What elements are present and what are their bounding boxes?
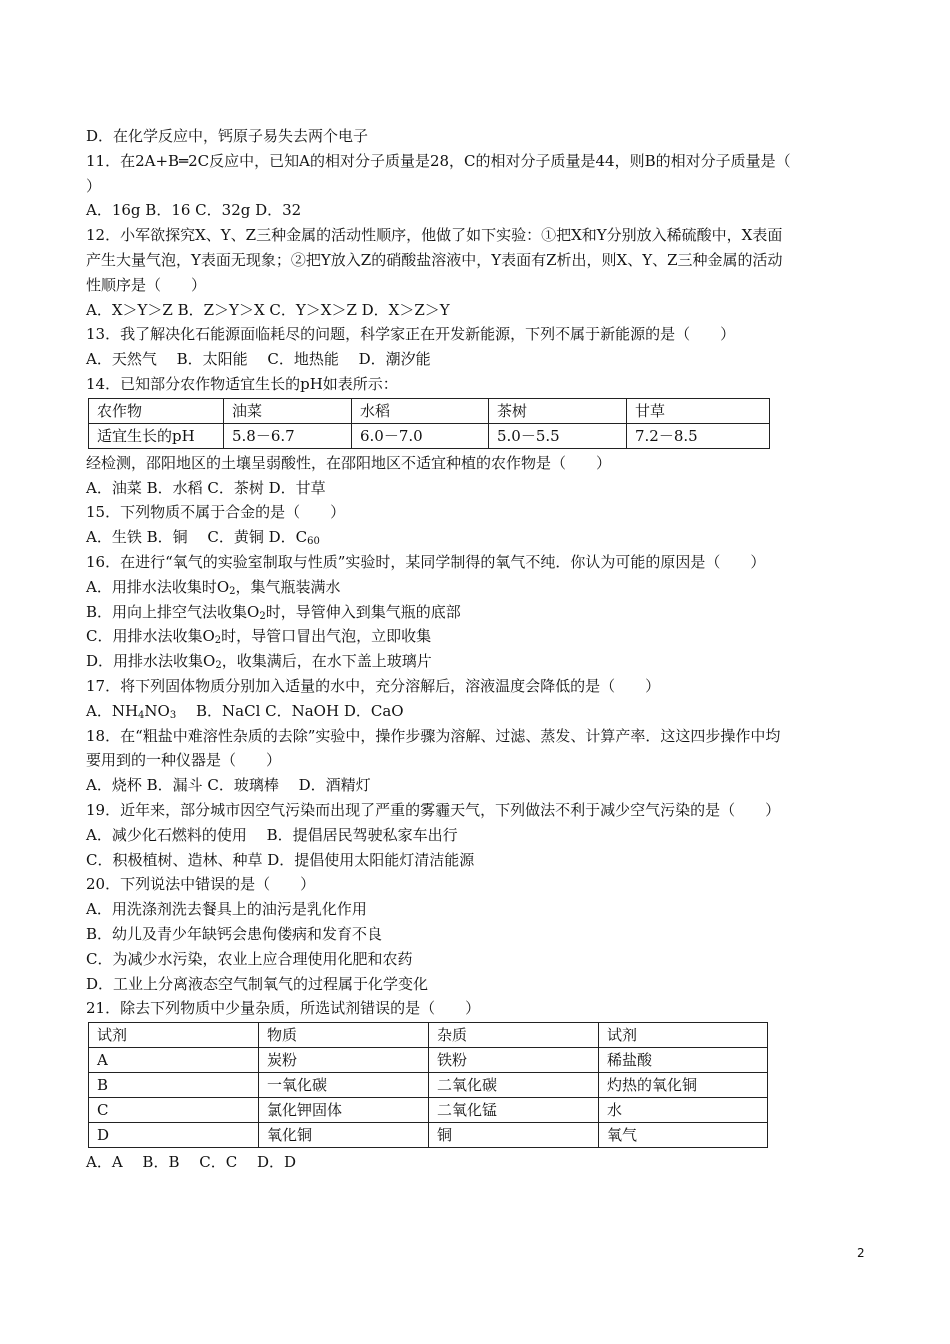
q16-stem: 16．在进行“氧气的实验室制取与性质”实验时，某同学制得的氧气不纯．你认为可能的原因是（ ）: [86, 552, 766, 571]
table-cell: 水: [599, 1098, 768, 1123]
q17-options: A．$NH_4NO_3$ B．NaCl C．NaOH D．CaO: [86, 701, 404, 721]
q12-stem-cont: 产生大量气泡，Y表面无现象；②把Y放入Z的硝酸盐溶液中，Y表面有Z析出，则X、Y、Z三种金属的活动: [86, 250, 783, 269]
table-cell: D: [89, 1123, 259, 1148]
impurity-table: [88, 1022, 768, 1148]
table-cell: 炭粉: [259, 1048, 429, 1073]
q10-option-d: D．在化学反应中，钙原子易失去两个电子: [86, 127, 369, 145]
table-cell: 农作物: [89, 398, 224, 423]
q16-option-b: B．用向上排空气法收集$O_2$时，导管伸入到集气瓶的底部: [86, 602, 461, 622]
table-cell: 试剂: [599, 1023, 768, 1048]
table-cell: 茶树: [489, 398, 627, 423]
q16-option-d: D．用排水法收集$O_2$，收集满后，在水下盖上玻璃片: [86, 652, 432, 672]
table-cell: 氧气: [599, 1123, 768, 1148]
table-cell: 适宜生长的pH: [89, 423, 224, 448]
table-cell: 油菜: [224, 398, 352, 423]
ph-table: [88, 398, 770, 449]
q20-option-c: C．为减少水污染，农业上应合理使用化肥和农药: [86, 949, 413, 968]
table-cell: 铁粉: [429, 1048, 599, 1073]
table-row: [89, 1023, 768, 1048]
q13-stem: 13．我了解决化石能源面临耗尽的问题，科学家正在开发新能源，下列不属于新能源的是（ ）: [86, 325, 736, 344]
q16-option-c: C．用排水法收集$O_2$时，导管口冒出气泡，立即收集: [86, 627, 432, 647]
table-row: [89, 1048, 768, 1073]
table-cell: 物质: [259, 1023, 429, 1048]
q14-options: A．油菜 B．水稻 C．茶树 D．甘草: [86, 478, 326, 497]
table-cell: 铜: [429, 1123, 599, 1148]
q19-options-ab: A．减少化石燃料的使用 B．提倡居民驾驶私家车出行: [86, 825, 458, 844]
table-cell: 二氧化锰: [429, 1098, 599, 1123]
q18-stem: 18．在“粗盐中难溶性杂质的去除”实验中，操作步骤为溶解、过滤、蒸发、计算产率．这这四步操作中均: [86, 726, 781, 745]
q20-option-d: D．工业上分离液态空气制氧气的过程属于化学变化: [86, 974, 429, 993]
q14-question: 经检测，邵阳地区的土壤呈弱酸性，在邵阳地区不适宜种植的农作物是（ ）: [86, 453, 612, 472]
table-cell: 杂质: [429, 1023, 599, 1048]
q17-stem: 17．将下列固体物质分别加入适量的水中，充分溶解后，溶液温度会降低的是（ ）: [86, 676, 661, 695]
table-cell: 试剂: [89, 1023, 259, 1048]
page-number: 2: [857, 1246, 865, 1260]
table-row: [89, 1098, 768, 1123]
table-cell: 6.0－7.0: [352, 423, 489, 448]
table-cell: 一氧化碳: [259, 1073, 429, 1098]
table-row: [89, 423, 770, 448]
q15-options: A．生铁 B．铜 C．黄铜 D．$C_{60}$: [86, 528, 320, 548]
table-row: [89, 398, 770, 423]
q18-stem-cont: 要用到的一种仪器是（ ）: [86, 751, 282, 770]
table-cell: 稀盐酸: [599, 1048, 768, 1073]
q21-options: A．A B．B C．C D．D: [86, 1153, 297, 1172]
q11-options: A．16g B．16 C．32g D．32: [86, 201, 302, 220]
q18-options: A．烧杯 B．漏斗 C．玻璃棒 D．酒精灯: [86, 776, 371, 795]
table-cell: 水稻: [352, 398, 489, 423]
table-cell: 氯化钾固体: [259, 1098, 429, 1123]
table-row: [89, 1123, 768, 1148]
table-cell: 5.8－6.7: [224, 423, 352, 448]
q11-stem: 11．在2A+B═2C反应中，已知A的相对分子质量是28，C的相对分子质量是44，则B的相对分子质量是（: [86, 151, 791, 170]
table-cell: B: [89, 1073, 259, 1098]
table-row: [89, 1073, 768, 1098]
q16-option-a: A．用排水法收集时$O_2$，集气瓶装满水: [86, 577, 341, 597]
q12-stem: 12．小军欲探究X、Y、Z三种金属的活动性顺序，他做了如下实验：①把X和Y分别放入稀硫酸中，X表面: [86, 226, 783, 245]
q15-stem: 15．下列物质不属于合金的是（ ）: [86, 503, 346, 522]
table-cell: 氧化铜: [259, 1123, 429, 1148]
q19-stem: 19．近年来，部分城市因空气污染而出现了严重的雾霾天气，下列做法不利于减少空气污染的是（ ）: [86, 800, 781, 819]
table-cell: C: [89, 1098, 259, 1123]
table-cell: A: [89, 1048, 259, 1073]
table-cell: 灼热的氧化铜: [599, 1073, 768, 1098]
q13-options: A．天然气 B．太阳能 C．地热能 D．潮汐能: [86, 350, 431, 369]
table-cell: 甘草: [627, 398, 770, 423]
page-content: [86, 124, 866, 1175]
q14-stem: 14．已知部分农作物适宜生长的pH如表所示：: [86, 374, 398, 393]
q20-option-a: A．用洗涤剂洗去餐具上的油污是乳化作用: [86, 900, 367, 919]
q12-stem-end: 性顺序是（ ）: [86, 275, 207, 294]
table-cell: 5.0－5.5: [489, 423, 627, 448]
q21-stem: 21．除去下列物质中少量杂质，所选试剂错误的是（ ）: [86, 999, 481, 1018]
q20-option-b: B．幼儿及青少年缺钙会患佝偻病和发育不良: [86, 924, 383, 943]
q11-stem-cont: ）: [86, 176, 102, 195]
table-cell: 7.2－8.5: [627, 423, 770, 448]
q19-options-cd: C．积极植树、造林、种草 D．提倡使用太阳能灯清洁能源: [86, 850, 475, 869]
table-cell: 二氧化碳: [429, 1073, 599, 1098]
q20-stem: 20．下列说法中错误的是（ ）: [86, 875, 316, 894]
q12-options: A．X＞Y＞Z B．Z＞Y＞X C．Y＞X＞Z D．X＞Z＞Y: [86, 300, 450, 319]
